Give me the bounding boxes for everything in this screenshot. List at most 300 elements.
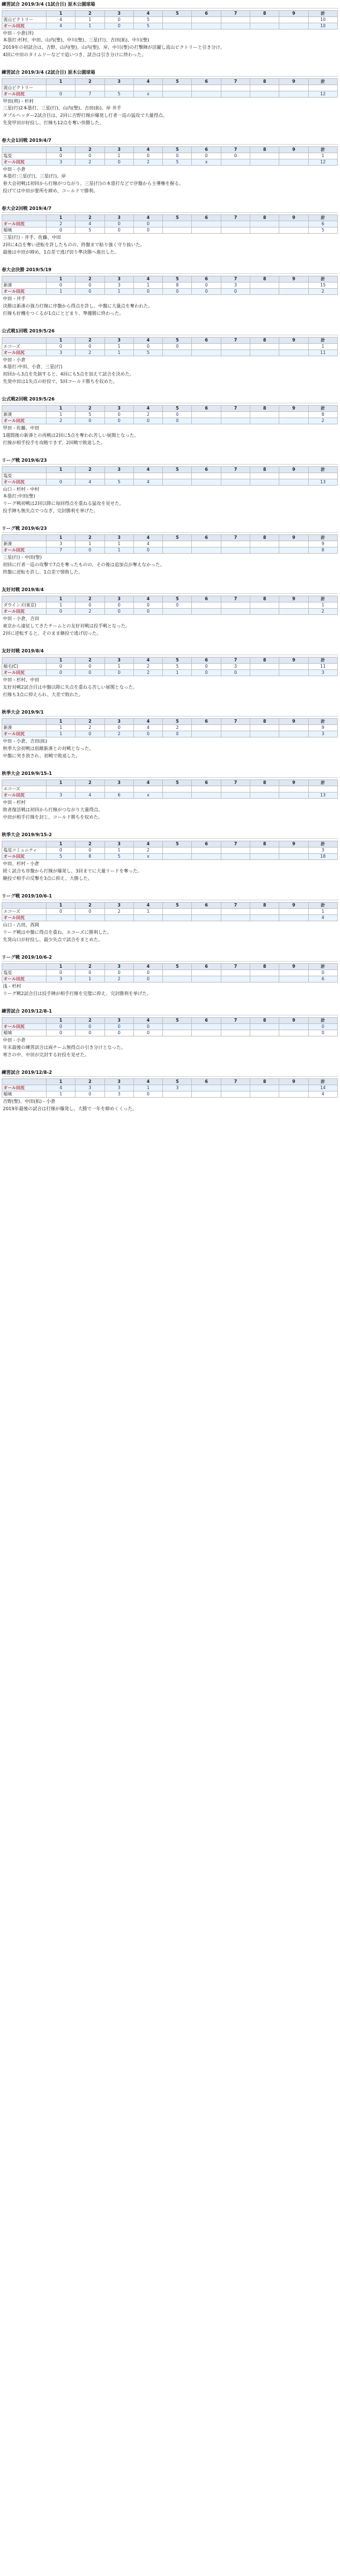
battery-line: 中田 ‐ 小倉(洋) — [3, 31, 34, 36]
inning-header: 2 — [75, 596, 104, 602]
score-cell: 0 — [104, 1030, 133, 1036]
inning-header: 計 — [308, 1079, 337, 1085]
score-cell — [47, 915, 75, 921]
score-cell — [250, 664, 279, 670]
inning-header: 計 — [308, 147, 337, 153]
scoreboard — [2, 841, 338, 860]
score-cell — [75, 85, 104, 91]
score-cell: 5 — [75, 412, 104, 418]
score-cell — [163, 909, 192, 915]
scoreboard — [2, 534, 338, 554]
inning-header: 6 — [192, 1018, 221, 1024]
score-cell: 4 — [47, 23, 75, 29]
team-name: 新湊 — [2, 283, 47, 289]
team-name: 塩見 — [2, 473, 47, 479]
score-cell: 0 — [75, 153, 104, 159]
inning-header: 6 — [192, 964, 221, 970]
score-cell — [250, 283, 279, 289]
score-cell: 10 — [308, 17, 337, 23]
game-title: 練習試合 2019/3/4 (1試合目) 原木公園球場 — [2, 1, 338, 9]
inning-header: 1 — [47, 1018, 75, 1024]
game-title: 公式戦1回戦 2019/5/26 — [2, 328, 338, 335]
game-note: 継投で相手の反撃を3点に抑え、大勝した。 — [3, 876, 93, 881]
score-cell — [192, 1091, 221, 1098]
score-cell: 0 — [75, 602, 104, 609]
score-cell: 0 — [104, 1024, 133, 1030]
score-cell: 11 — [308, 350, 337, 356]
score-cell — [221, 473, 250, 479]
inning-header: 1 — [47, 903, 75, 909]
score-cell — [163, 541, 192, 547]
team-name: 稲毛(C) — [2, 664, 47, 670]
score-cell — [163, 1030, 192, 1036]
score-cell — [279, 848, 308, 854]
game-log-page — [0, 0, 340, 1124]
team-name: オール田尻 — [2, 854, 47, 860]
score-cell: 2 — [75, 159, 104, 166]
score-cell — [192, 848, 221, 854]
score-cell — [250, 350, 279, 356]
scoreboard-header — [2, 467, 338, 473]
inning-header: 1 — [47, 11, 75, 17]
score-cell — [250, 725, 279, 731]
inning-header: 1 — [47, 467, 75, 473]
inning-header: 4 — [133, 215, 162, 221]
inning-header: 4 — [133, 535, 162, 541]
score-cell: 0 — [308, 1030, 337, 1036]
inning-header: 6 — [192, 11, 221, 17]
inning-header: 3 — [104, 596, 133, 602]
score-cell — [221, 1024, 250, 1030]
inning-header: 1 — [47, 780, 75, 786]
inning-header: 4 — [133, 79, 162, 85]
score-cell — [104, 85, 133, 91]
score-cell: 4 — [47, 1085, 75, 1091]
battery-line: 本塁打:杉村、中田、山内(聖)、中川(聖)、三星(行)、吉田(拓)、中川(聖) — [3, 37, 149, 43]
score-cell: 1 — [308, 602, 337, 609]
inning-header: 4 — [133, 147, 162, 153]
score-row — [2, 91, 338, 98]
score-cell: 0 — [47, 848, 75, 854]
score-cell — [250, 17, 279, 23]
score-cell: 0 — [133, 289, 162, 295]
battery-line: 山口 ‐ 古田、西岡 — [3, 922, 39, 927]
inning-header: 2 — [75, 903, 104, 909]
score-cell: 5 — [308, 227, 337, 234]
battery-line: 中田 ‐ 杉村 — [3, 800, 26, 805]
inning-header: 7 — [221, 406, 250, 412]
inning-header: 1 — [47, 596, 75, 602]
score-cell: 1 — [133, 909, 162, 915]
score-cell: 3 — [221, 283, 250, 289]
score-cell: 4 — [133, 479, 162, 486]
score-cell: 1 — [104, 547, 133, 554]
game-title: リーグ戦 2019/6/23 — [2, 457, 338, 465]
inning-header: 5 — [163, 1018, 192, 1024]
score-cell: 2 — [163, 725, 192, 731]
score-cell — [250, 227, 279, 234]
score-cell: 5 — [104, 854, 133, 860]
score-cell — [221, 418, 250, 424]
score-cell — [221, 227, 250, 234]
score-cell: 4 — [47, 17, 75, 23]
inning-header: 6 — [192, 276, 221, 283]
score-cell — [163, 350, 192, 356]
score-cell: 0 — [75, 1030, 104, 1036]
inning-header: 7 — [221, 596, 250, 602]
scoreboard — [2, 1078, 338, 1098]
inning-header: 2 — [75, 467, 104, 473]
score-cell: 3 — [47, 159, 75, 166]
score-cell: 4 — [308, 1091, 337, 1098]
battery-line: 吉野(聖)、中田(拓) ‐ 小倉 — [3, 1099, 56, 1104]
score-cell — [279, 221, 308, 227]
inning-header: 9 — [279, 1018, 308, 1024]
score-cell — [192, 547, 221, 554]
team-name: オール田尻 — [2, 350, 47, 356]
score-cell: 14 — [308, 1085, 337, 1091]
header-blank — [2, 406, 47, 412]
game-note: 2回に4点を奪い逆転を許したものの、終盤まで粘り強く守り抜いた。 — [3, 242, 145, 247]
score-cell — [279, 1085, 308, 1091]
scoreboard — [2, 276, 338, 295]
score-cell: 0 — [47, 479, 75, 486]
scoreboard — [2, 779, 338, 799]
score-cell: 3 — [75, 1085, 104, 1091]
score-row — [2, 854, 338, 860]
score-cell — [279, 418, 308, 424]
score-row — [2, 418, 338, 424]
score-cell: 4 — [308, 915, 337, 921]
inning-header: 5 — [163, 147, 192, 153]
score-cell: 0 — [75, 547, 104, 554]
score-cell — [221, 725, 250, 731]
score-cell — [250, 602, 279, 609]
score-cell — [192, 915, 221, 921]
scoreboard — [2, 337, 338, 356]
game-note: 2019年の初試合は、吉野、山内(聖)、山内(聖)、岸、中川(聖)の打撃陣が活躍し流山ビクトリーと引き分け。 — [3, 45, 225, 50]
game-section — [2, 893, 338, 943]
score-cell — [279, 1024, 308, 1030]
scoreboard-header — [2, 964, 338, 970]
score-cell: 5 — [47, 854, 75, 860]
game-note: 投げては中田が要所を締め、コールドで勝利。 — [3, 188, 98, 193]
inning-header: 1 — [47, 215, 75, 221]
score-cell: 0 — [47, 91, 75, 98]
score-cell: 3 — [47, 976, 75, 983]
score-cell: 0 — [133, 153, 162, 159]
score-cell: 0 — [104, 970, 133, 976]
score-cell: 1 — [47, 602, 75, 609]
inning-header: 8 — [250, 719, 279, 725]
game-note: 決勝は新湊の強力打線に序盤から得点を許し、中盤に大量点を奪われた。 — [3, 303, 153, 309]
game-note: 2019年最後の試合は打線が爆発し、大勝で一年を締めくくった。 — [3, 1106, 137, 1111]
score-row — [2, 915, 338, 921]
inning-header: 9 — [279, 338, 308, 344]
team-name: オール田尻 — [2, 547, 47, 554]
score-cell — [163, 473, 192, 479]
game-title: 公式戦2回戦 2019/5/26 — [2, 396, 338, 403]
inning-header: 2 — [75, 719, 104, 725]
score-cell: 4 — [133, 541, 162, 547]
inning-header: 5 — [163, 215, 192, 221]
score-row — [2, 412, 338, 418]
score-cell — [192, 1024, 221, 1030]
score-cell — [221, 792, 250, 799]
inning-header: 7 — [221, 780, 250, 786]
score-cell: 3 — [308, 848, 337, 854]
inning-header: 4 — [133, 780, 162, 786]
team-name: オール田尻 — [2, 915, 47, 921]
score-cell — [250, 609, 279, 615]
score-cell — [221, 915, 250, 921]
scoreboard-header — [2, 338, 338, 344]
game-title: 友好対戦 2019/8/4 — [2, 587, 338, 594]
score-cell — [221, 731, 250, 737]
score-cell — [279, 17, 308, 23]
score-cell: 3 — [47, 541, 75, 547]
inning-header: 7 — [221, 11, 250, 17]
inning-header: 8 — [250, 657, 279, 664]
score-cell: 13 — [308, 792, 337, 799]
score-cell: 1 — [104, 541, 133, 547]
score-cell: 0 — [221, 289, 250, 295]
inning-header: 5 — [163, 964, 192, 970]
game-section — [2, 328, 338, 385]
scoreboard — [2, 466, 338, 486]
score-cell: 0 — [47, 153, 75, 159]
game-note: 続く試合も序盤から打線が爆発し、3回までに大量リードを奪った。 — [3, 868, 142, 874]
scoreboard — [2, 963, 338, 983]
inning-header: 6 — [192, 841, 221, 848]
inning-header: 9 — [279, 11, 308, 17]
score-row — [2, 547, 338, 554]
scoreboard-header — [2, 903, 338, 909]
score-row — [2, 473, 338, 479]
score-cell — [192, 602, 221, 609]
inning-header: 8 — [250, 406, 279, 412]
inning-header: 2 — [75, 535, 104, 541]
score-cell — [192, 227, 221, 234]
score-cell — [163, 848, 192, 854]
score-cell — [221, 547, 250, 554]
score-cell: 0 — [47, 283, 75, 289]
score-cell: 1 — [47, 1091, 75, 1098]
score-cell: 1 — [308, 344, 337, 350]
score-cell: 1 — [308, 153, 337, 159]
score-cell: 0 — [308, 1024, 337, 1030]
score-cell — [163, 227, 192, 234]
inning-header: 8 — [250, 964, 279, 970]
header-blank — [2, 338, 47, 344]
inning-header: 5 — [163, 719, 192, 725]
scoreboard — [2, 1017, 338, 1036]
inning-header: 9 — [279, 780, 308, 786]
score-cell — [279, 85, 308, 91]
score-cell — [221, 976, 250, 983]
game-note: ダブルヘッダー2試合目は、2回に吉野打線が爆発し打者一巡の猛攻で大量得点。 — [3, 113, 167, 118]
inning-header: 3 — [104, 147, 133, 153]
score-cell: 4 — [75, 479, 104, 486]
score-cell: 2 — [75, 350, 104, 356]
score-row — [2, 664, 338, 670]
game-title: 練習試合 2019/12/8-1 — [2, 1008, 338, 1015]
score-cell: 0 — [75, 664, 104, 670]
header-blank — [2, 1018, 47, 1024]
score-cell: 0 — [104, 159, 133, 166]
game-section — [2, 137, 338, 194]
score-row — [2, 541, 338, 547]
score-cell: 0 — [75, 848, 104, 854]
score-cell: 4 — [75, 221, 104, 227]
inning-header: 9 — [279, 841, 308, 848]
score-cell — [75, 786, 104, 792]
score-cell: 4 — [133, 725, 162, 731]
score-cell — [192, 418, 221, 424]
score-cell — [250, 547, 279, 554]
score-cell: 1 — [133, 283, 162, 289]
score-cell — [221, 786, 250, 792]
score-cell — [250, 970, 279, 976]
inning-header: 計 — [308, 11, 337, 17]
inning-header: 1 — [47, 1079, 75, 1085]
scoreboard-header — [2, 596, 338, 602]
scoreboard — [2, 657, 338, 676]
score-cell: 8 — [308, 412, 337, 418]
score-cell — [279, 227, 308, 234]
score-cell: 0 — [133, 976, 162, 983]
battery-line: 三星(行)2本塁打、三星(行)、山内(聖)、吉田(拓)、岸 井手 — [3, 106, 121, 111]
inning-header: 9 — [279, 215, 308, 221]
score-row — [2, 1030, 338, 1036]
inning-header: 2 — [75, 657, 104, 664]
score-row — [2, 602, 338, 609]
scoreboard — [2, 146, 338, 166]
score-cell — [221, 1091, 250, 1098]
score-row — [2, 153, 338, 159]
game-note: リーグ戦初戦は2回以降に毎回得点を重ねる猛攻を見せた。 — [3, 501, 124, 506]
score-cell — [279, 283, 308, 289]
game-note: 先発山口が好投し、最少失点で試合をまとめた。 — [3, 937, 103, 942]
score-row — [2, 1085, 338, 1091]
game-note: 中盤に突き放され、初戦で敗退した。 — [3, 753, 81, 758]
score-cell: 2 — [133, 848, 162, 854]
inning-header: 9 — [279, 596, 308, 602]
score-cell: 0 — [133, 970, 162, 976]
score-cell: 7 — [75, 91, 104, 98]
score-cell: 3 — [308, 670, 337, 676]
score-cell: 0 — [47, 344, 75, 350]
battery-line: 本塁打:中田、小倉、三星(行) — [3, 364, 62, 369]
inning-header: 5 — [163, 596, 192, 602]
score-cell: 0 — [104, 670, 133, 676]
team-name: オール田尻 — [2, 23, 47, 29]
battery-line: 浅 ‐ 杉村 — [3, 984, 21, 989]
inning-header: 計 — [308, 276, 337, 283]
inning-header: 2 — [75, 11, 104, 17]
battery-line: 中田 ‐ 小倉 — [3, 167, 26, 172]
score-cell: 0 — [47, 970, 75, 976]
score-cell: 0 — [221, 670, 250, 676]
score-cell — [308, 473, 337, 479]
game-note: 先発中田は1失点の好投で、5回コールド勝ちを収めた。 — [3, 379, 117, 384]
score-row — [2, 792, 338, 799]
game-note: 友好対戦2試合目は中盤以降に失点を重ねる苦しい展開となった。 — [3, 685, 138, 690]
header-blank — [2, 147, 47, 153]
score-cell — [279, 1091, 308, 1098]
score-cell: 0 — [163, 289, 192, 295]
inning-header: 5 — [163, 903, 192, 909]
inning-header: 9 — [279, 657, 308, 664]
inning-header: 8 — [250, 467, 279, 473]
game-title: リーグ戦 2019/10/6-1 — [2, 893, 338, 900]
score-cell: 3 — [221, 664, 250, 670]
score-cell: 2 — [47, 418, 75, 424]
score-cell: 5 — [75, 227, 104, 234]
score-cell — [250, 848, 279, 854]
game-section — [2, 1069, 338, 1112]
inning-header: 6 — [192, 719, 221, 725]
inning-header: 5 — [163, 535, 192, 541]
inning-header: 計 — [308, 406, 337, 412]
score-cell — [250, 976, 279, 983]
inning-header: 4 — [133, 338, 162, 344]
battery-line: 中田 ‐ 小倉、吉田(拓) — [3, 739, 48, 744]
score-cell — [192, 473, 221, 479]
inning-header: 3 — [104, 338, 133, 344]
inning-header: 1 — [47, 79, 75, 85]
score-cell: 2 — [133, 670, 162, 676]
score-cell — [221, 909, 250, 915]
inning-header: 7 — [221, 903, 250, 909]
score-cell: 0 — [75, 731, 104, 737]
score-cell — [47, 473, 75, 479]
score-cell — [279, 670, 308, 676]
header-blank — [2, 79, 47, 85]
score-cell: 0 — [75, 283, 104, 289]
score-cell: 1 — [75, 23, 104, 29]
score-cell — [221, 344, 250, 350]
score-cell: 0 — [133, 418, 162, 424]
score-cell — [47, 85, 75, 91]
inning-header: 7 — [221, 657, 250, 664]
game-section — [2, 954, 338, 997]
inning-header: 計 — [308, 1018, 337, 1024]
inning-header: 5 — [163, 657, 192, 664]
game-note: 年末最後の練習試合は両チーム無得点の引き分けとなった。 — [3, 1045, 125, 1050]
inning-header: 2 — [75, 215, 104, 221]
score-cell: 0 — [163, 731, 192, 737]
battery-line: 中田 ‐ 小倉 — [3, 1038, 26, 1043]
score-cell: 8 — [163, 283, 192, 289]
inning-header: 7 — [221, 276, 250, 283]
score-cell — [221, 350, 250, 356]
score-row — [2, 344, 338, 350]
score-cell: 0 — [75, 418, 104, 424]
game-note: 打線も好機をつくるが1点にとどまり、準優勝に終わった。 — [3, 311, 124, 316]
score-cell — [221, 848, 250, 854]
score-cell — [221, 412, 250, 418]
inning-header: 5 — [163, 780, 192, 786]
inning-header: 1 — [47, 338, 75, 344]
game-note: 投手陣も無失点でつなぎ、完封勝利を挙げた。 — [3, 508, 98, 513]
score-cell: 0 — [163, 344, 192, 350]
score-cell — [250, 792, 279, 799]
inning-header: 9 — [279, 1079, 308, 1085]
team-name: オール田尻 — [2, 670, 47, 676]
score-cell — [192, 731, 221, 737]
inning-header: 計 — [308, 841, 337, 848]
